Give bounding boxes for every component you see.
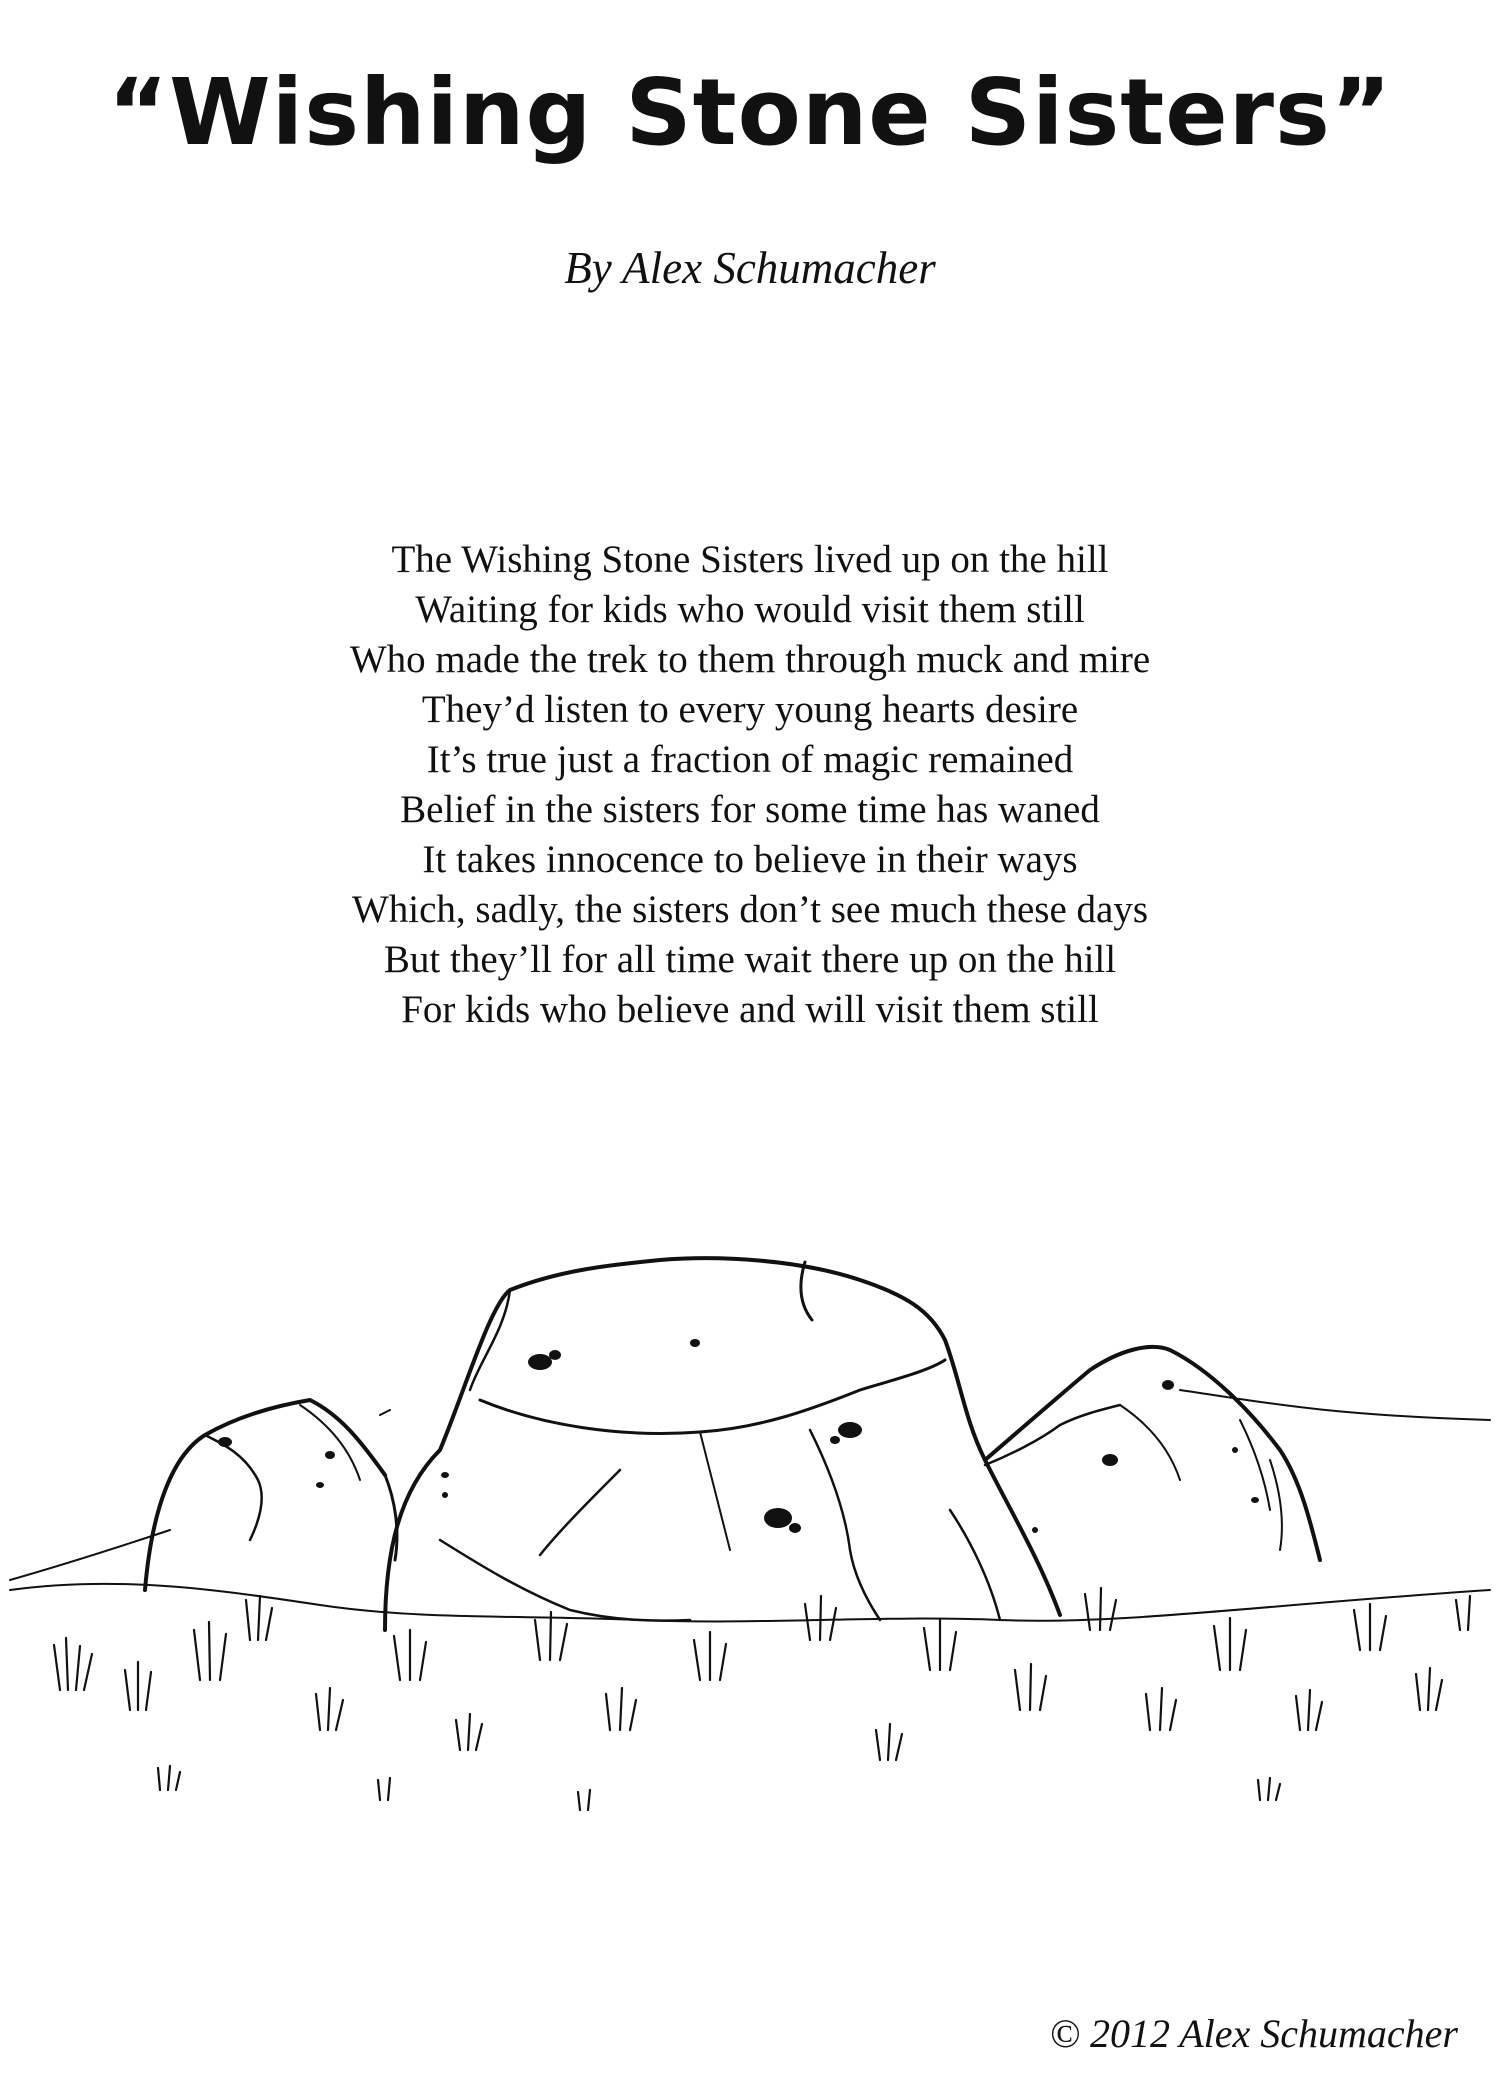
copyright-notice: © 2012 Alex Schumacher (1049, 2011, 1458, 2056)
stone-speckles (218, 1339, 1259, 1533)
author-byline: By Alex Schumacher (564, 243, 936, 293)
poem-line: For kids who believe and will visit them still (401, 988, 1099, 1031)
poem-title: “Wishing Stone Sisters” (107, 59, 1393, 166)
poem-line: Belief in the sisters for some time has waned (400, 788, 1100, 831)
poem-line: It’s true just a fraction of magic remained (426, 738, 1074, 781)
poem-line: But they’ll for all time wait there up on the hill (383, 938, 1117, 981)
middle-stone (385, 1258, 1060, 1630)
wishing-stones-illustration (0, 1210, 1500, 1830)
poem-line: The Wishing Stone Sisters lived up on the hill (391, 538, 1109, 581)
poem-line: They’d listen to every young hearts desire (421, 688, 1079, 731)
left-stone (145, 1400, 397, 1590)
poem-line: Who made the trek to them through muck and mire (349, 638, 1151, 681)
poem-line: It takes innocence to believe in their ways (422, 838, 1078, 881)
poem-body (0, 535, 1500, 1035)
poem-line: Which, sadly, the sisters don’t see much these days (351, 888, 1149, 931)
poem-line: Waiting for kids who would visit them still (415, 588, 1085, 631)
